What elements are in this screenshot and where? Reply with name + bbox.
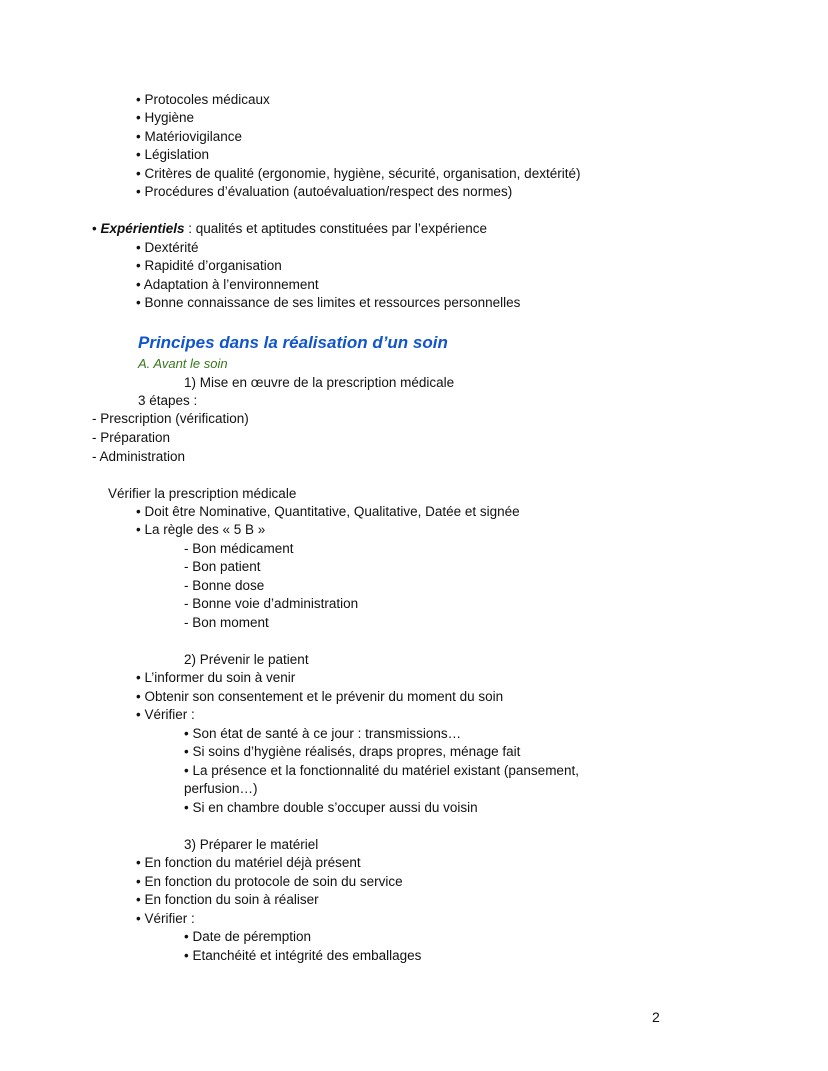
list-item: • Date de péremption bbox=[184, 929, 312, 944]
list-item: • En fonction du protocole de soin du service bbox=[136, 874, 403, 889]
list-item: • Dextérité bbox=[136, 240, 199, 255]
term: Expérientiels bbox=[100, 221, 185, 236]
list-item: - Bon médicament bbox=[184, 541, 294, 556]
experientiels-line bbox=[92, 220, 487, 238]
list-item: • Si soins d’hygiène réalisés, draps propres, ménage fait bbox=[184, 744, 521, 759]
text: 3 étapes : bbox=[138, 393, 198, 408]
step-title: 3) Préparer le matériel bbox=[184, 837, 319, 852]
list-item: • Bonne connaissance de ses limites et ressources personnelles bbox=[136, 295, 521, 310]
list-item: - Bon moment bbox=[184, 615, 269, 630]
subsection-title: A. Avant le soin bbox=[138, 356, 228, 371]
list-item: - Bonne dose bbox=[184, 578, 265, 593]
list-item: • Critères de qualité (ergonomie, hygiène, sécurité, organisation, dextérité) bbox=[136, 166, 581, 181]
list-item: • La présence et la fonctionnalité du matériel existant (pansement, bbox=[184, 763, 579, 778]
text: Vérifier la prescription médicale bbox=[108, 486, 297, 501]
list-item: • Son état de santé à ce jour : transmissions… bbox=[184, 726, 462, 741]
list-item: - Bonne voie d’administration bbox=[184, 596, 359, 611]
list-item: • Vérifier : bbox=[136, 911, 195, 926]
step-title: 1) Mise en œuvre de la prescription médicale bbox=[184, 375, 455, 390]
list-item: • Protocoles médicaux bbox=[136, 92, 270, 107]
list-item: • Etanchéité et intégrité des emballages bbox=[184, 948, 422, 963]
list-item: • Si en chambre double s’occuper aussi du voisin bbox=[184, 800, 478, 815]
list-item: • Rapidité d’organisation bbox=[136, 258, 282, 273]
list-item: - Bon patient bbox=[184, 559, 261, 574]
list-item: • Matériovigilance bbox=[136, 129, 243, 144]
bullet: • bbox=[92, 221, 101, 236]
list-item: • En fonction du matériel déjà présent bbox=[136, 855, 361, 870]
list-item: • Vérifier : bbox=[136, 707, 195, 722]
list-item: • Procédures d’évaluation (autoévaluation/respect des normes) bbox=[136, 184, 513, 199]
list-item: • L’informer du soin à venir bbox=[136, 670, 296, 685]
list-item: • Doit être Nominative, Quantitative, Qualitative, Datée et signée bbox=[136, 504, 520, 519]
list-item: • La règle des « 5 B » bbox=[136, 522, 266, 537]
page-number: 2 bbox=[652, 1009, 660, 1025]
list-item: • Hygiène bbox=[136, 110, 195, 125]
list-item: • Législation bbox=[136, 147, 210, 162]
step-title: 2) Prévenir le patient bbox=[184, 652, 309, 667]
list-item: - Prescription (vérification) bbox=[92, 411, 249, 426]
list-item: - Préparation bbox=[92, 430, 171, 445]
section-title: Principes dans la réalisation d’un soin bbox=[138, 333, 448, 352]
list-item: • En fonction du soin à réaliser bbox=[136, 892, 319, 907]
definition: : qualités et aptitudes constituées par l’expérience bbox=[184, 221, 487, 236]
list-item: • Adaptation à l’environnement bbox=[136, 277, 319, 292]
list-item: • Obtenir son consentement et le prévenir du moment du soin bbox=[136, 689, 504, 704]
list-item-continued: perfusion…) bbox=[184, 781, 258, 796]
list-item: - Administration bbox=[92, 449, 186, 464]
